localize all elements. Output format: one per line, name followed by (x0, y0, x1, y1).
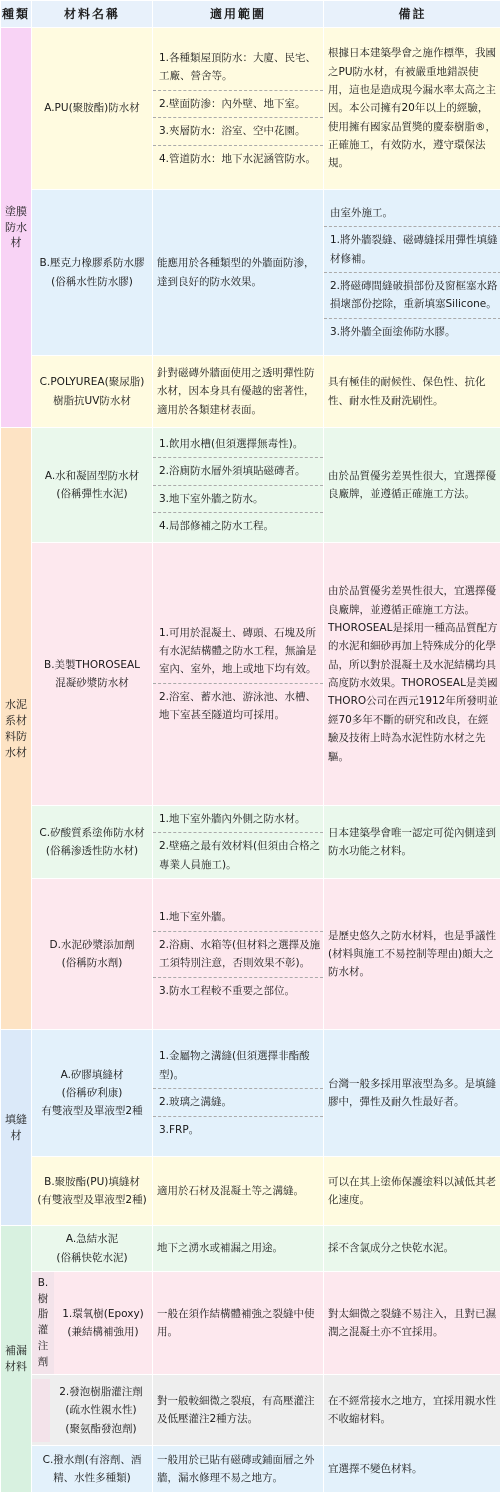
scope-item: 2.壁癌之最有效材料(但須由合格之專業人員施工)。 (159, 840, 321, 871)
material-name-cell (32, 190, 152, 355)
material-name-line: (有雙液型及單液型2種) (37, 1194, 147, 1207)
scope-list-cell (153, 543, 323, 805)
scope-cell: 一般用於已貼有磁磚或鋪面層之外牆，漏水修理不易之地方。 (153, 1446, 323, 1492)
scope-item: 1.飲用水槽(但須選擇無毒性)。 (153, 431, 323, 458)
material-name-line: A.急結水泥 (65, 1233, 119, 1246)
scope-item: 1.地下室外牆內外側之防水材。 (153, 806, 323, 833)
material-name-line: D.水泥砂漿添加劑 (49, 938, 135, 951)
table-row (1, 1030, 500, 1156)
scope-item: 3.防水工程較不重要之部位。 (159, 984, 296, 997)
material-name-line: B.美製THOROSEAL (43, 658, 140, 671)
scope-item: 2.玻璃之溝縫。 (153, 1089, 323, 1116)
remark-cell: 根據日本建築學會之施作標準，我國之PU防水材，有被嚴重地錯誤使用，這也是造成現今漏水率太高之主因。本公司擁有20年以上的經驗，使用擁有國家品質獎的慶泰樹脂®，正確施工，有效防水，遵守環保法規。 (324, 28, 500, 189)
material-subgroup (32, 1272, 152, 1375)
material-name-line: (俗稱渗透性防水材) (45, 845, 139, 858)
remark-cell: 由於品質優劣差異性很大，宜選擇優良廠牌，並遵循正確施工方法。THOROSEAL是採用一種高品質配方的水泥和細砂再加上特殊成分的化學品，所以對於混凝土及水泥結構均具高度防水效果。THOROSEAL是美國THORO公司在西元1912年所發明並經70多年不斷的研究和改良，在經驗及技術上時為水泥性防水材之先驅。 (324, 543, 500, 805)
table-row (1, 543, 500, 805)
material-name-line: (俗稱矽利康) (61, 1086, 123, 1099)
remark-cell: 具有極佳的耐候性、保色性、抗化性、耐水性及耐洗刷性。 (324, 356, 500, 427)
header-remarks: 備註 (324, 1, 500, 27)
remark-list-cell (324, 190, 500, 355)
scope-list-cell (153, 428, 323, 542)
material-name-line: (俗稱水性防水膠) (51, 275, 133, 288)
material-name-cell (32, 879, 152, 1029)
scope-cell: 對一般較細微之裂痕，有高壓灌注及低壓灌注2種方法。 (153, 1375, 323, 1445)
material-name-line: C.POLYUREA(聚尿脂) (39, 376, 145, 389)
scope-list-cell (153, 879, 323, 1029)
material-name-line: 2.發泡樹脂灌注劑 (59, 1385, 143, 1398)
material-name-line: 樹脂抗UV防水材 (53, 394, 131, 407)
category-cell: 塗膜防水材 (1, 28, 31, 427)
scope-item: 1.可用於混凝土、磚頭、石塊及所有水泥結構體之防水工程，無論是室內、室外，地上或地下均有效。 (153, 620, 323, 684)
remark-cell: 在不經常接水之地方，宜採用親水性不收縮材料。 (324, 1375, 500, 1445)
scope-item: 4.局部修補之防水工程。 (159, 519, 275, 532)
header-material-name: 材料名稱 (32, 1, 152, 27)
table-row (1, 1157, 500, 1225)
header-row (1, 1, 500, 27)
table-row (1, 1272, 500, 1375)
material-name-block (50, 1379, 152, 1442)
material-subgroup (32, 1379, 152, 1442)
scope-item: 1.金屬物之溝縫(但須選擇非酯酸型)。 (153, 1043, 323, 1089)
remark-cell: 宜選擇不變色材料。 (324, 1446, 500, 1492)
material-name-line: C.撥水劑(有溶劑、酒精、水性多種類) (42, 1454, 142, 1485)
remark-cell: 是歷史悠久之防水材料，也是爭議性(材料與施工不易控制等理由)頗大之防水材。 (324, 879, 500, 1029)
material-name-cell (32, 28, 152, 189)
category-cell: 填縫材 (1, 1030, 31, 1225)
scope-item: 2.壁面防渗：內外壁、地下室。 (153, 91, 323, 118)
header-application-scope: 適用範圍 (153, 1, 323, 27)
material-name-cell (32, 1375, 152, 1445)
material-name-cell (32, 543, 152, 805)
scope-list-cell (153, 1030, 323, 1156)
remark-item: 由室外施工。 (324, 200, 500, 227)
remark-item: 2.將磁磚間縫破損部份及窗框塞水路損壞部份挖除，重新填塞Silicone。 (324, 273, 500, 319)
category-cell: 補漏材料 (1, 1226, 31, 1492)
material-name-line: A.水和凝固型防水材 (44, 469, 140, 482)
scope-cell: 地下之湧水或補漏之用途。 (153, 1226, 323, 1271)
scope-item: 2.浴廁防水層外須填貼磁磚者。 (153, 458, 323, 485)
scope-cell: 一般在須作結構體補強之裂縫中使用。 (153, 1272, 323, 1375)
material-name-line: (兼結構補強用) (67, 1326, 139, 1339)
material-name-cell (32, 1272, 152, 1375)
remark-cell: 對太細微之裂縫不易注入，且對已濕潤之混凝土亦不宜採用。 (324, 1272, 500, 1375)
remark-cell: 由於品質優劣差異性很大，宜選擇優良廠牌，並遵循正確施工方法。 (324, 428, 500, 542)
material-name-line: (疏水性親水性) (65, 1404, 137, 1417)
material-name-line: A.PU(聚胺酯)防水材 (44, 102, 140, 115)
material-name-block (54, 1272, 152, 1375)
scope-item: 1.地下室外牆。 (153, 904, 323, 931)
table-row (1, 28, 500, 189)
remark-item: 1.將外牆裂縫、磁磚縫採用彈性填縫材修補。 (324, 227, 500, 273)
material-name-cell (32, 1157, 152, 1225)
table-row (1, 1375, 500, 1445)
scope-item: 2.浴廁、水箱等(但材料之選擇及施工須特別注意，否則效果不彰)。 (153, 932, 323, 978)
material-name-line: 混凝砂漿防水材 (55, 677, 129, 689)
material-name-cell (32, 806, 152, 878)
material-name-line: (聚氨酯發泡劑) (65, 1422, 137, 1435)
material-name-line: (俗稱防水劑) (61, 957, 123, 970)
table-row (1, 356, 500, 427)
material-name-line: C.矽酸質系塗佈防水材 (39, 826, 145, 839)
material-name-line: A.矽膠填縫材 (60, 1068, 124, 1081)
scope-item: 3.FRP。 (159, 1123, 200, 1136)
scope-item: 2.浴室、蓄水池、游泳池、水槽、地下室甚至隧道均可採用。 (159, 690, 317, 722)
material-name-cell (32, 356, 152, 427)
scope-list-cell (153, 806, 323, 878)
material-name-line: 1.環氧樹(Epoxy) (62, 1307, 144, 1320)
table-row (1, 190, 500, 355)
table-row (1, 428, 500, 542)
header-category: 種類 (1, 1, 31, 27)
scope-item: 4.管道防水：地下水泥涵管防水。 (159, 152, 317, 165)
material-name-line: B.壓克力橡膠系防水膠 (39, 257, 145, 270)
scope-item: 3.地下室外牆之防水。 (153, 486, 323, 513)
remark-cell: 可以在其上塗佈保護塗料以減低其老化速度。 (324, 1157, 500, 1225)
material-name-line: B.聚胺酯(PU)填縫材 (44, 1175, 140, 1188)
material-name-line: (俗稱快乾水泥) (56, 1251, 128, 1264)
table-row (1, 879, 500, 1029)
remark-cell: 日本建築學會唯一認定可從內側達到防水功能之材料。 (324, 806, 500, 878)
table-row (1, 806, 500, 878)
material-name-cell (32, 1030, 152, 1156)
table-row (1, 1226, 500, 1271)
material-name-cell (32, 1446, 152, 1492)
material-name-cell (32, 1226, 152, 1271)
scope-item: 3.夾層防水：浴室、空中花園。 (153, 118, 323, 145)
scope-list-cell (153, 28, 323, 189)
material-name-line: (俗稱彈性水泥) (56, 488, 128, 500)
material-name-line: 有雙液型及單液型2種 (41, 1105, 143, 1118)
subgroup-label: B.樹脂灌注劑 (32, 1272, 54, 1375)
scope-item: 1.各種類屋頂防水：大廈、民宅、工廠、營舍等。 (153, 45, 323, 91)
remark-cell: 台灣一般多採用單液型為多。是填縫膠中，彈性及耐久性最好者。 (324, 1030, 500, 1156)
scope-cell: 能應用於各種類型的外牆面防渗，達到良好的防水效果。 (153, 190, 323, 355)
scope-cell: 適用於石材及混凝土等之溝縫。 (153, 1157, 323, 1225)
category-cell: 水泥系材料防水材 (1, 428, 31, 1029)
remark-cell: 採不含氯成分之快乾水泥。 (324, 1226, 500, 1271)
remark-item: 3.將外牆全面塗佈防水膠。 (330, 325, 456, 338)
scope-cell: 針對磁磚外牆面使用之透明彈性防水材，因本身具有優越的密著性，適用於各類建材表面。 (153, 356, 323, 427)
subgroup-label-spacer (32, 1379, 50, 1442)
table-row (1, 1446, 500, 1492)
material-name-cell (32, 428, 152, 542)
